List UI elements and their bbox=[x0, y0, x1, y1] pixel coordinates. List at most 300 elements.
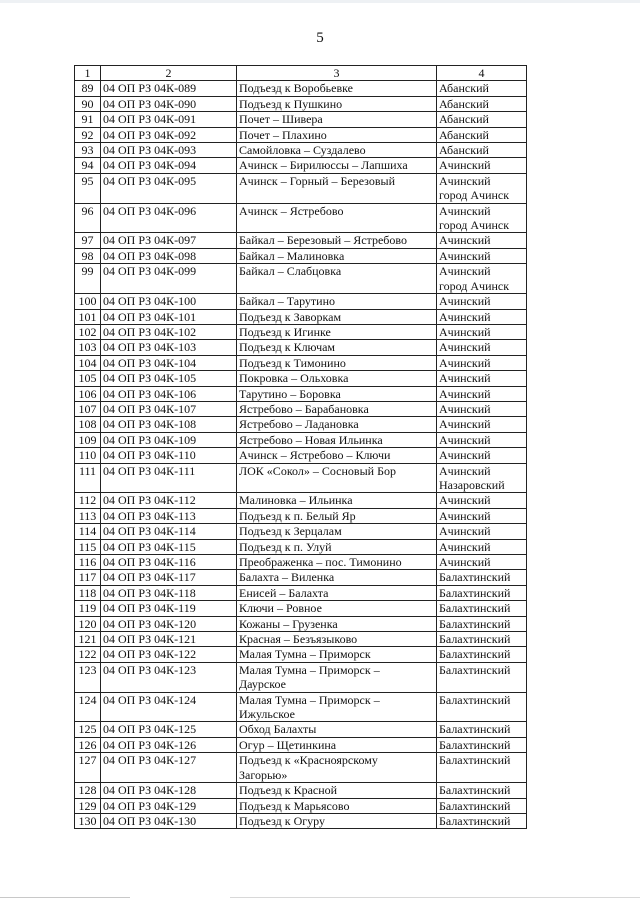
road-code: 04 ОП РЗ 04К-117 bbox=[101, 570, 237, 585]
row-number: 90 bbox=[75, 96, 101, 111]
road-name-line: Подъезд к Пушкино bbox=[239, 96, 343, 111]
road-code: 04 ОП РЗ 04К-094 bbox=[101, 158, 237, 173]
district-line: Балахтинский bbox=[439, 798, 511, 813]
road-code: 04 ОП РЗ 04К-101 bbox=[101, 309, 237, 324]
row-number: 101 bbox=[75, 309, 101, 324]
road-name bbox=[237, 555, 437, 570]
district-line: Ачинский bbox=[439, 386, 491, 401]
row-number: 126 bbox=[75, 737, 101, 752]
road-code: 04 ОП РЗ 04К-105 bbox=[101, 371, 237, 386]
district-line: Ачинский bbox=[439, 203, 491, 218]
road-name-line: Малая Тумна – Приморск – bbox=[239, 692, 380, 707]
road-name bbox=[237, 662, 437, 692]
district bbox=[437, 813, 527, 828]
road-code: 04 ОП РЗ 04К-107 bbox=[101, 401, 237, 416]
district-line: Ачинский bbox=[439, 233, 491, 248]
road-name bbox=[237, 127, 437, 142]
road-name-line: ЛОК «Сокол» – Сосновый Бор bbox=[239, 463, 396, 478]
district bbox=[437, 647, 527, 662]
road-name-line: Подъезд к Огуру bbox=[239, 813, 325, 828]
road-name bbox=[237, 632, 437, 647]
table-row bbox=[75, 555, 527, 570]
road-code: 04 ОП РЗ 04К-103 bbox=[101, 340, 237, 355]
district-line: Балахтинский bbox=[439, 692, 511, 707]
road-name bbox=[237, 203, 437, 233]
road-name-line: Малая Тумна – Приморск bbox=[239, 647, 371, 662]
road-name bbox=[237, 264, 437, 294]
table-row bbox=[75, 570, 527, 585]
road-name-line: Подъезд к «Красноярскому bbox=[239, 753, 378, 768]
district-line: Абанский bbox=[439, 96, 489, 111]
district bbox=[437, 692, 527, 722]
table-row bbox=[75, 203, 527, 233]
road-name-line: Почет – Шивера bbox=[239, 112, 323, 127]
table-row bbox=[75, 355, 527, 370]
road-name-line: Подъезд к Ключам bbox=[239, 340, 336, 355]
row-number: 116 bbox=[75, 555, 101, 570]
road-name-line: Подъезд к Марьясово bbox=[239, 798, 350, 813]
road-code: 04 ОП РЗ 04К-127 bbox=[101, 753, 237, 783]
row-number: 124 bbox=[75, 692, 101, 722]
district-line: Балахтинский bbox=[439, 616, 511, 631]
road-name bbox=[237, 508, 437, 523]
road-code: 04 ОП РЗ 04К-091 bbox=[101, 112, 237, 127]
road-code: 04 ОП РЗ 04К-089 bbox=[101, 81, 237, 96]
road-name-line: Подъезд к п. Улуй bbox=[239, 539, 332, 554]
district-line: Ачинский bbox=[439, 555, 491, 569]
table-row bbox=[75, 601, 527, 616]
table-row bbox=[75, 248, 527, 263]
district bbox=[437, 355, 527, 370]
row-number: 115 bbox=[75, 539, 101, 554]
row-number: 120 bbox=[75, 616, 101, 631]
table-row bbox=[75, 127, 527, 142]
road-name-line: Малая Тумна – Приморск – bbox=[239, 662, 380, 677]
road-name bbox=[237, 692, 437, 722]
district bbox=[437, 722, 527, 737]
district bbox=[437, 632, 527, 647]
district bbox=[437, 432, 527, 447]
road-name bbox=[237, 448, 437, 463]
table-row bbox=[75, 417, 527, 432]
district-line: Абанский bbox=[439, 112, 489, 127]
road-code: 04 ОП РЗ 04К-100 bbox=[101, 294, 237, 309]
road-name-line: Преображенка – пос. Тимонино bbox=[239, 555, 402, 569]
district bbox=[437, 233, 527, 248]
road-code: 04 ОП РЗ 04К-114 bbox=[101, 524, 237, 539]
row-number: 130 bbox=[75, 813, 101, 828]
district bbox=[437, 539, 527, 554]
district bbox=[437, 601, 527, 616]
road-name bbox=[237, 355, 437, 370]
road-name-line: Покровка – Ольховка bbox=[239, 371, 349, 386]
district-line: Ачинский bbox=[439, 493, 491, 508]
district-line: Балахтинский bbox=[439, 753, 511, 768]
road-name bbox=[237, 309, 437, 324]
road-code: 04 ОП РЗ 04К-112 bbox=[101, 493, 237, 508]
road-name bbox=[237, 81, 437, 96]
road-name-line: Ключи – Ровное bbox=[239, 601, 322, 616]
table-row bbox=[75, 264, 527, 294]
road-name-line: Ачинск – Бирилюссы – Лапшиха bbox=[239, 158, 408, 173]
district bbox=[437, 203, 527, 233]
road-code: 04 ОП РЗ 04К-106 bbox=[101, 386, 237, 401]
table-row bbox=[75, 508, 527, 523]
district bbox=[437, 309, 527, 324]
table-row bbox=[75, 813, 527, 828]
district bbox=[437, 96, 527, 111]
row-number: 92 bbox=[75, 127, 101, 142]
road-name bbox=[237, 463, 437, 493]
road-code: 04 ОП РЗ 04К-129 bbox=[101, 798, 237, 813]
road-name-line: Подъезд к Красной bbox=[239, 783, 338, 798]
row-number: 106 bbox=[75, 386, 101, 401]
table-row bbox=[75, 448, 527, 463]
road-code: 04 ОП РЗ 04К-098 bbox=[101, 248, 237, 263]
row-number: 94 bbox=[75, 158, 101, 173]
road-name bbox=[237, 798, 437, 813]
district bbox=[437, 264, 527, 294]
row-number: 100 bbox=[75, 294, 101, 309]
table-row bbox=[75, 798, 527, 813]
row-number: 103 bbox=[75, 340, 101, 355]
road-name-line: Подъезд к Тимонино bbox=[239, 355, 346, 370]
district-line: Ачинский bbox=[439, 508, 491, 523]
district bbox=[437, 173, 527, 203]
district-line: Ачинский bbox=[439, 158, 491, 173]
bottom-edge-left bbox=[0, 897, 130, 898]
district bbox=[437, 448, 527, 463]
road-name bbox=[237, 737, 437, 752]
row-number: 129 bbox=[75, 798, 101, 813]
road-name-line: Малиновка – Ильинка bbox=[239, 493, 353, 508]
road-code: 04 ОП РЗ 04К-109 bbox=[101, 432, 237, 447]
row-number: 127 bbox=[75, 753, 101, 783]
district bbox=[437, 340, 527, 355]
road-code: 04 ОП РЗ 04К-092 bbox=[101, 127, 237, 142]
road-name-line: Ижульское bbox=[239, 707, 295, 722]
row-number: 93 bbox=[75, 143, 101, 158]
road-name-line: Подъезд к п. Белый Яр bbox=[239, 508, 356, 523]
road-name bbox=[237, 539, 437, 554]
road-code: 04 ОП РЗ 04К-125 bbox=[101, 722, 237, 737]
district-line: Ачинский bbox=[439, 355, 491, 370]
district-line: Ачинский bbox=[439, 340, 491, 355]
road-name bbox=[237, 233, 437, 248]
road-name-line: Ястребово – Новая Ильинка bbox=[239, 432, 383, 447]
district bbox=[437, 570, 527, 585]
table-row bbox=[75, 324, 527, 339]
road-code: 04 ОП РЗ 04К-128 bbox=[101, 783, 237, 798]
road-name-line: Подъезд к Игинке bbox=[239, 324, 331, 339]
district bbox=[437, 81, 527, 96]
row-number: 118 bbox=[75, 585, 101, 600]
district-line: город Ачинск bbox=[439, 188, 510, 203]
district-line: Балахтинский bbox=[439, 813, 511, 828]
row-number: 122 bbox=[75, 647, 101, 662]
road-name bbox=[237, 324, 437, 339]
district-line: Балахтинский bbox=[439, 662, 511, 677]
district bbox=[437, 555, 527, 570]
row-number: 99 bbox=[75, 264, 101, 294]
district bbox=[437, 798, 527, 813]
table-row bbox=[75, 632, 527, 647]
table-row bbox=[75, 96, 527, 111]
road-name-line: Огур – Щетинкина bbox=[239, 737, 337, 752]
district bbox=[437, 371, 527, 386]
table-row bbox=[75, 309, 527, 324]
row-number: 114 bbox=[75, 524, 101, 539]
district-line: Ачинский bbox=[439, 309, 491, 324]
district bbox=[437, 753, 527, 783]
road-code: 04 ОП РЗ 04К-119 bbox=[101, 601, 237, 616]
road-name bbox=[237, 371, 437, 386]
district bbox=[437, 524, 527, 539]
district bbox=[437, 737, 527, 752]
district-line: Ачинский bbox=[439, 524, 491, 539]
page-number: 5 bbox=[316, 30, 324, 46]
district-line: Ачинский bbox=[439, 539, 491, 554]
row-number: 91 bbox=[75, 112, 101, 127]
row-number: 109 bbox=[75, 432, 101, 447]
road-name-line: Самойловка – Суздалево bbox=[239, 143, 366, 158]
road-code: 04 ОП РЗ 04К-122 bbox=[101, 647, 237, 662]
road-name bbox=[237, 524, 437, 539]
road-name-line: Ястребово – Барабановка bbox=[239, 401, 369, 416]
district-line: Назаровский bbox=[439, 477, 505, 492]
row-number: 96 bbox=[75, 203, 101, 233]
row-number: 95 bbox=[75, 173, 101, 203]
table-row bbox=[75, 112, 527, 127]
road-name-line: Байкал – Малиновка bbox=[239, 248, 345, 263]
road-name-line: Подъезд к Заворкам bbox=[239, 309, 342, 324]
road-name-line: Енисей – Балахта bbox=[239, 585, 329, 600]
district bbox=[437, 143, 527, 158]
road-code: 04 ОП РЗ 04К-123 bbox=[101, 662, 237, 692]
road-name bbox=[237, 158, 437, 173]
row-number: 104 bbox=[75, 355, 101, 370]
district-line: Абанский bbox=[439, 127, 489, 142]
row-number: 117 bbox=[75, 570, 101, 585]
road-name-line: Подъезд к Зерцалам bbox=[239, 524, 342, 539]
table-row bbox=[75, 386, 527, 401]
column-header-district: 4 bbox=[437, 66, 527, 81]
road-code: 04 ОП РЗ 04К-126 bbox=[101, 737, 237, 752]
table-row bbox=[75, 173, 527, 203]
road-name bbox=[237, 386, 437, 401]
row-number: 89 bbox=[75, 81, 101, 96]
road-code: 04 ОП РЗ 04К-102 bbox=[101, 324, 237, 339]
row-number: 112 bbox=[75, 493, 101, 508]
table-row bbox=[75, 662, 527, 692]
road-name bbox=[237, 340, 437, 355]
road-code: 04 ОП РЗ 04К-111 bbox=[101, 463, 237, 493]
road-code: 04 ОП РЗ 04К-130 bbox=[101, 813, 237, 828]
row-number: 123 bbox=[75, 662, 101, 692]
row-number: 108 bbox=[75, 417, 101, 432]
road-name bbox=[237, 294, 437, 309]
district-line: Балахтинский bbox=[439, 783, 511, 798]
row-number: 102 bbox=[75, 324, 101, 339]
table-row bbox=[75, 463, 527, 493]
road-code: 04 ОП РЗ 04К-121 bbox=[101, 632, 237, 647]
road-name-line: Байкал – Березовый – Ястребово bbox=[239, 233, 407, 248]
top-edge bbox=[0, 0, 640, 3]
road-code: 04 ОП РЗ 04К-124 bbox=[101, 692, 237, 722]
road-code: 04 ОП РЗ 04К-093 bbox=[101, 143, 237, 158]
table-row bbox=[75, 585, 527, 600]
road-name-line: Ястребово – Ладановка bbox=[239, 417, 359, 432]
road-name-line: Ачинск – Ястребово – Ключи bbox=[239, 448, 391, 463]
district-line: Ачинский bbox=[439, 264, 491, 279]
table-row bbox=[75, 81, 527, 96]
road-name bbox=[237, 96, 437, 111]
district-line: Ачинский bbox=[439, 324, 491, 339]
row-number: 119 bbox=[75, 601, 101, 616]
road-name bbox=[237, 173, 437, 203]
road-name bbox=[237, 753, 437, 783]
district-line: Абанский bbox=[439, 81, 489, 96]
district bbox=[437, 248, 527, 263]
district-line: Балахтинский bbox=[439, 601, 511, 616]
road-name bbox=[237, 493, 437, 508]
district bbox=[437, 324, 527, 339]
district-line: Ачинский bbox=[439, 173, 491, 188]
road-name bbox=[237, 647, 437, 662]
table-row bbox=[75, 233, 527, 248]
row-number: 125 bbox=[75, 722, 101, 737]
table-row bbox=[75, 722, 527, 737]
district-line: Балахтинский bbox=[439, 737, 511, 752]
row-number: 121 bbox=[75, 632, 101, 647]
road-code: 04 ОП РЗ 04К-099 bbox=[101, 264, 237, 294]
district-line: город Ачинск bbox=[439, 218, 510, 233]
table-row bbox=[75, 647, 527, 662]
header-row bbox=[75, 66, 527, 81]
district-line: Балахтинский bbox=[439, 722, 511, 737]
row-number: 105 bbox=[75, 371, 101, 386]
district-line: Ачинский bbox=[439, 294, 491, 309]
road-name-line: Тарутино – Боровка bbox=[239, 386, 341, 401]
row-number: 97 bbox=[75, 233, 101, 248]
road-name-line: Даурское bbox=[239, 677, 286, 692]
table-row bbox=[75, 753, 527, 783]
road-code: 04 ОП РЗ 04К-104 bbox=[101, 355, 237, 370]
district bbox=[437, 616, 527, 631]
row-number: 113 bbox=[75, 508, 101, 523]
district bbox=[437, 158, 527, 173]
district-line: Ачинский bbox=[439, 417, 491, 432]
table-row bbox=[75, 371, 527, 386]
road-name bbox=[237, 601, 437, 616]
district-line: Балахтинский bbox=[439, 632, 511, 647]
road-name bbox=[237, 248, 437, 263]
district bbox=[437, 386, 527, 401]
road-code: 04 ОП РЗ 04К-115 bbox=[101, 539, 237, 554]
table-row bbox=[75, 340, 527, 355]
table-row bbox=[75, 401, 527, 416]
road-name bbox=[237, 143, 437, 158]
road-code: 04 ОП РЗ 04К-118 bbox=[101, 585, 237, 600]
district bbox=[437, 585, 527, 600]
table-row bbox=[75, 432, 527, 447]
table-row bbox=[75, 737, 527, 752]
road-code: 04 ОП РЗ 04К-113 bbox=[101, 508, 237, 523]
table-row bbox=[75, 524, 527, 539]
district bbox=[437, 112, 527, 127]
road-code: 04 ОП РЗ 04К-095 bbox=[101, 173, 237, 203]
row-number: 128 bbox=[75, 783, 101, 798]
road-name bbox=[237, 722, 437, 737]
table-row bbox=[75, 616, 527, 631]
table-row bbox=[75, 143, 527, 158]
district bbox=[437, 783, 527, 798]
road-code: 04 ОП РЗ 04К-097 bbox=[101, 233, 237, 248]
row-number: 98 bbox=[75, 248, 101, 263]
road-code: 04 ОП РЗ 04К-110 bbox=[101, 448, 237, 463]
row-number: 107 bbox=[75, 401, 101, 416]
table-row bbox=[75, 493, 527, 508]
road-name-line: Байкал – Тарутино bbox=[239, 294, 335, 309]
district bbox=[437, 508, 527, 523]
roads-table bbox=[74, 65, 527, 829]
road-name-line: Красная – Безъязыково bbox=[239, 632, 358, 647]
district-line: Ачинский bbox=[439, 371, 491, 386]
district bbox=[437, 401, 527, 416]
district-line: Балахтинский bbox=[439, 570, 511, 585]
district-line: Балахтинский bbox=[439, 585, 511, 600]
road-name bbox=[237, 570, 437, 585]
road-name bbox=[237, 585, 437, 600]
row-number: 110 bbox=[75, 448, 101, 463]
road-code: 04 ОП РЗ 04К-090 bbox=[101, 96, 237, 111]
district-line: Ачинский bbox=[439, 463, 491, 478]
district-line: Абанский bbox=[439, 143, 489, 158]
road-name-line: Подъезд к Воробьевке bbox=[239, 81, 353, 96]
road-name bbox=[237, 616, 437, 631]
road-name bbox=[237, 401, 437, 416]
road-name bbox=[237, 813, 437, 828]
column-header-name: 3 bbox=[237, 66, 437, 81]
road-name-line: Байкал – Слабцовка bbox=[239, 264, 342, 279]
road-name-line: Балахта – Виленка bbox=[239, 570, 335, 585]
road-name bbox=[237, 417, 437, 432]
road-code: 04 ОП РЗ 04К-096 bbox=[101, 203, 237, 233]
district bbox=[437, 493, 527, 508]
road-code: 04 ОП РЗ 04К-116 bbox=[101, 555, 237, 570]
table-row bbox=[75, 294, 527, 309]
road-code: 04 ОП РЗ 04К-108 bbox=[101, 417, 237, 432]
district bbox=[437, 463, 527, 493]
column-header-number: 1 bbox=[75, 66, 101, 81]
road-name-line: Кожаны – Грузенка bbox=[239, 616, 338, 631]
column-header-code: 2 bbox=[101, 66, 237, 81]
row-number: 111 bbox=[75, 463, 101, 493]
district bbox=[437, 417, 527, 432]
road-name-line: Загорью» bbox=[239, 767, 288, 782]
road-name bbox=[237, 783, 437, 798]
road-name bbox=[237, 112, 437, 127]
bottom-edge-right bbox=[230, 897, 640, 898]
table-row bbox=[75, 158, 527, 173]
district-line: Балахтинский bbox=[439, 647, 511, 662]
district-line: город Ачинск bbox=[439, 278, 510, 293]
road-code: 04 ОП РЗ 04К-120 bbox=[101, 616, 237, 631]
road-name-line: Ачинск – Горный – Березовый bbox=[239, 173, 395, 188]
road-name-line: Почет – Плахино bbox=[239, 127, 327, 142]
district bbox=[437, 127, 527, 142]
district bbox=[437, 294, 527, 309]
